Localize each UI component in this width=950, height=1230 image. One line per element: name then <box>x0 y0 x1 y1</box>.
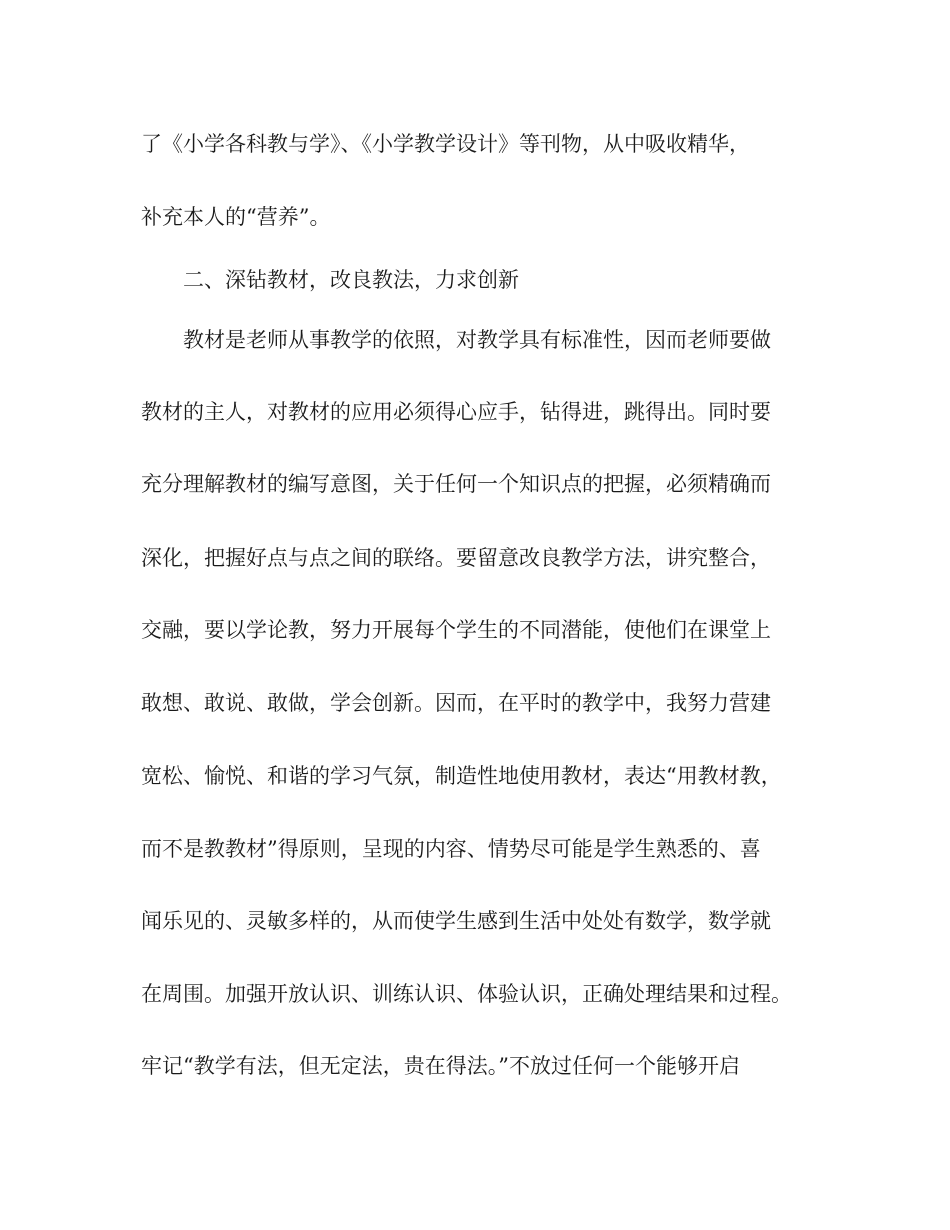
paragraph-line: 教材是老师从事教学的依照，对教学具有标准性，因而老师要做 <box>183 328 771 352</box>
paragraph-line: 了《小学各科教与学》、《小学教学设计》等刊物，从中吸收精华， <box>141 132 750 156</box>
paragraph-line: 牢记“教学有法，但无定法，贵在得法。”不放过任何一个能够开启 <box>141 1054 740 1078</box>
paragraph-line: 充分理解教材的编写意图，关于任何一个知识点的把握，必须精确而 <box>141 472 771 496</box>
paragraph-line: 补充本人的“营养”。 <box>141 205 331 229</box>
paragraph-line: 宽松、愉悦、和谐的学习气氛，制造性地使用教材，表达“用教材教， <box>141 764 782 788</box>
paragraph-line: 交融，要以学论教，努力开展每个学生的不同潜能，使他们在课堂上 <box>141 618 771 642</box>
paragraph-line: 敢想、敢说、敢做，学会创新。因而，在平时的教学中，我努力营建 <box>141 691 771 715</box>
paragraph-line: 而不是教教材”得原则，呈现的内容、情势尽可能是学生熟悉的、喜 <box>141 837 761 861</box>
paragraph-line: 在周围。加强开放认识、训练认识、体验认识，正确处理结果和过程。 <box>141 982 792 1006</box>
paragraph-line: 教材的主人，对教材的应用必须得心应手，钻得进，跳得出。同时要 <box>141 400 771 424</box>
paragraph-line: 闻乐见的、灵敏多样的，从而使学生感到生活中处处有数学，数学就 <box>141 909 771 933</box>
paragraph-line: 深化，把握好点与点之间的联络。要留意改良教学方法，讲究整合， <box>141 546 771 570</box>
section-heading: 二、深钻教材，改良教法，力求创新 <box>183 268 519 292</box>
